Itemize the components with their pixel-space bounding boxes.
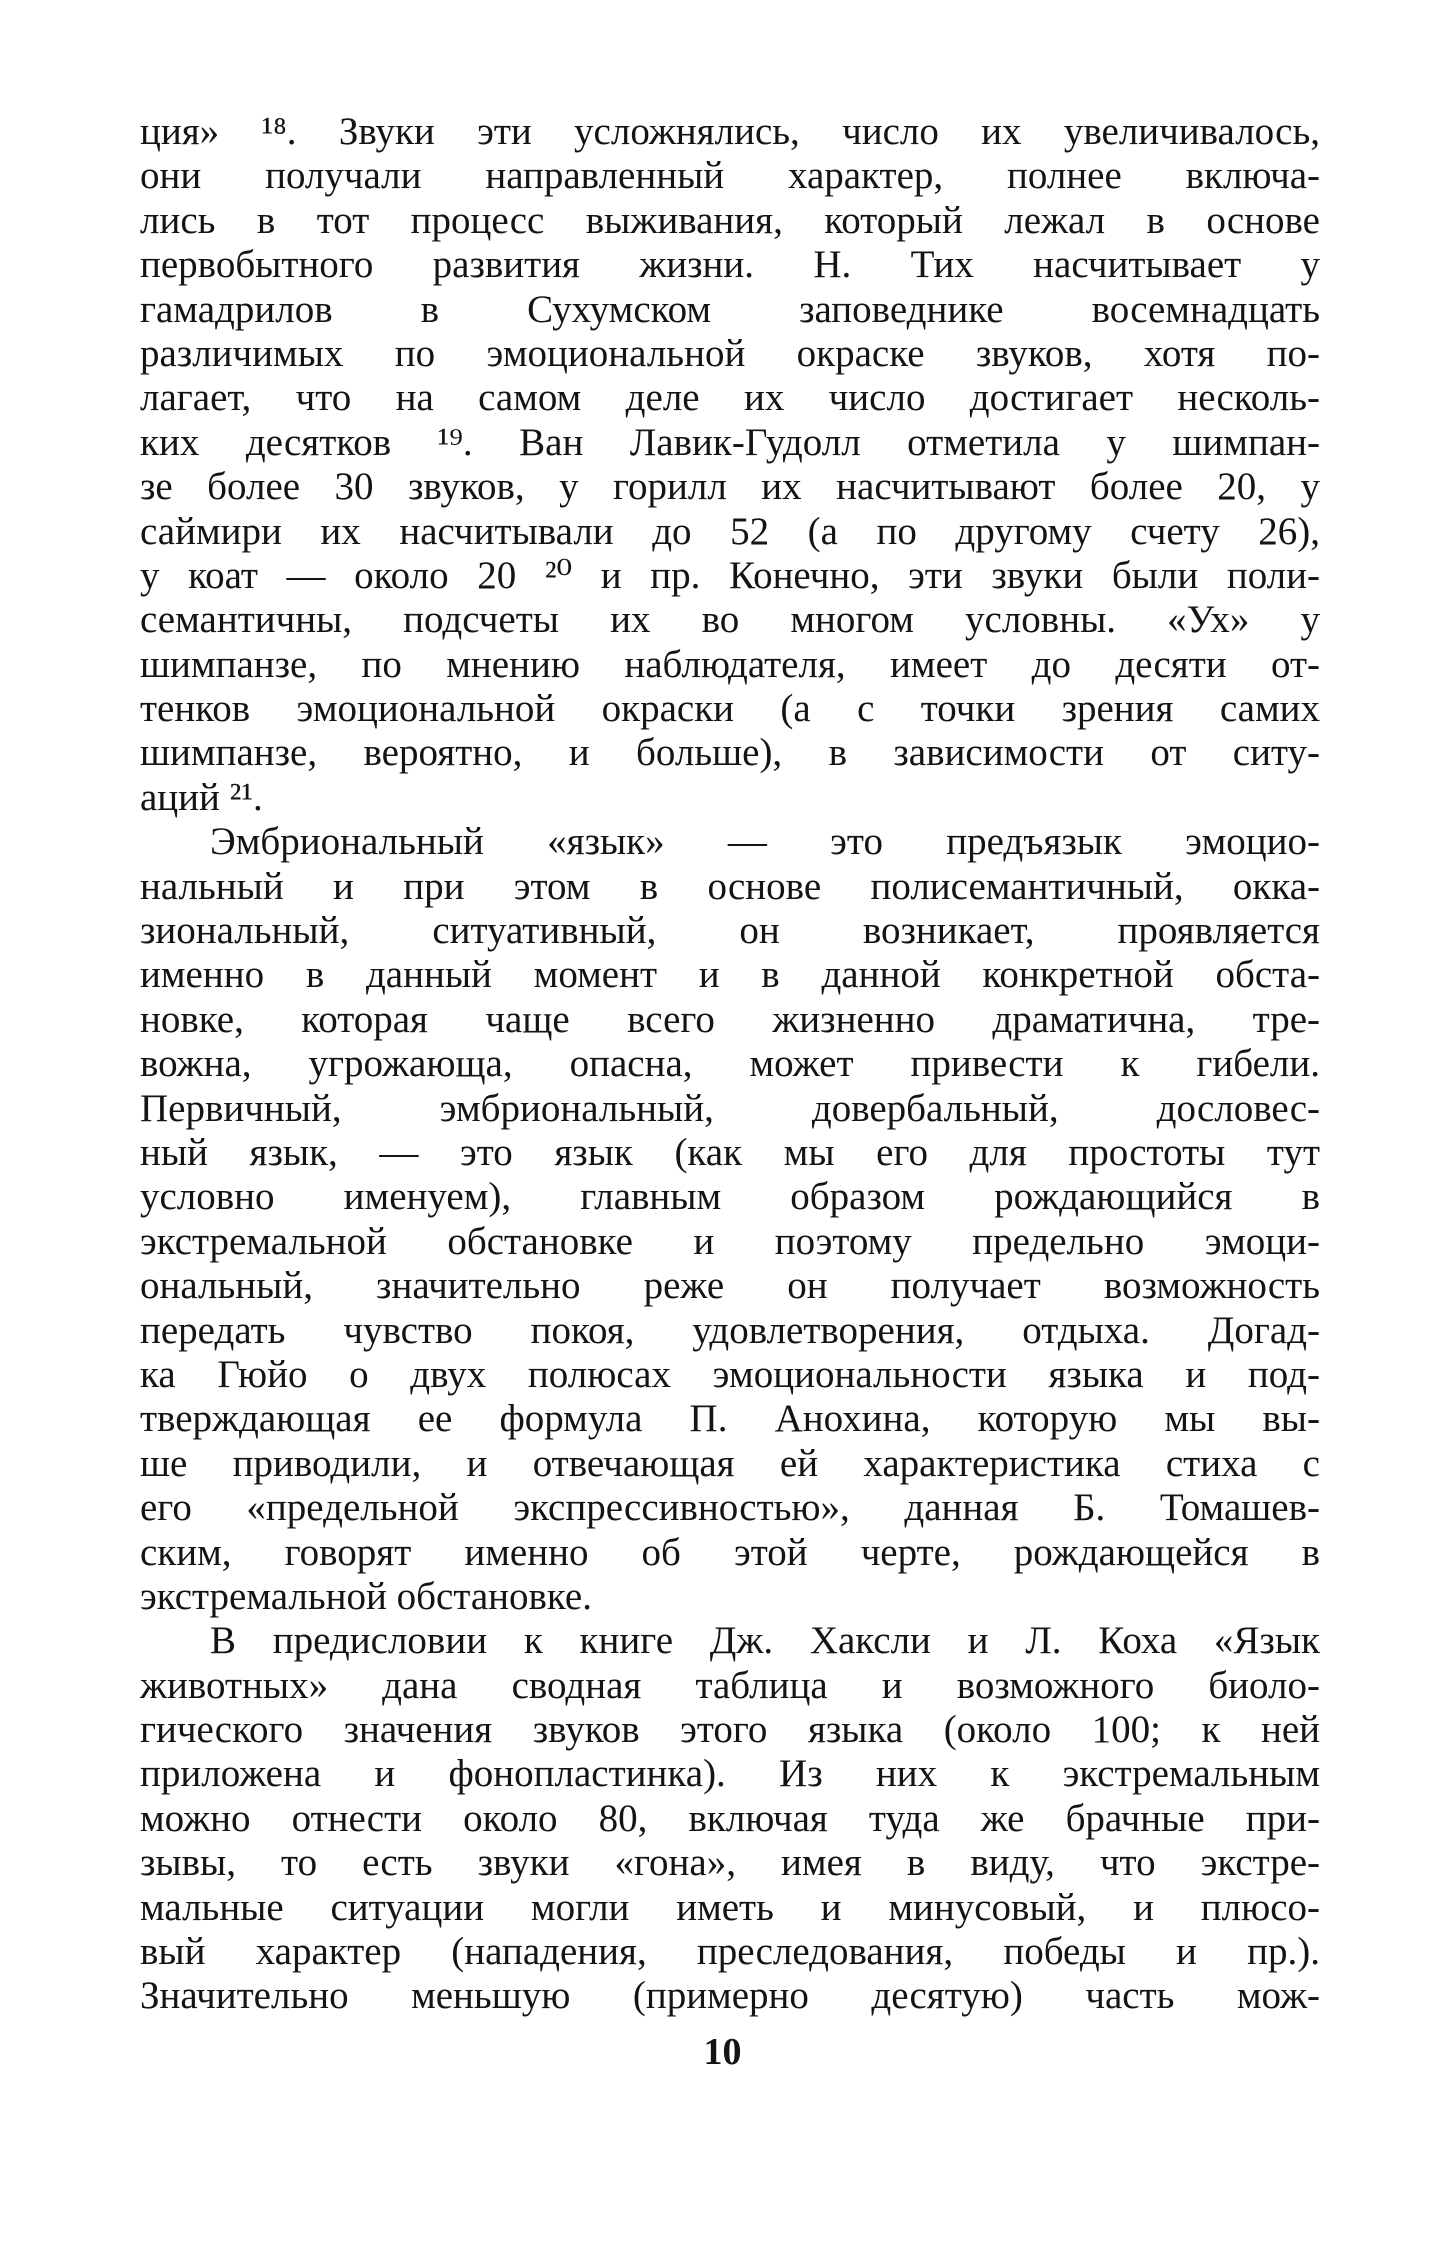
text-line: зиональный, ситуативный, он возникает, проявляется xyxy=(140,909,1320,953)
text-line: зе более 30 звуков, у горилл их насчитывают более 20, у xyxy=(140,465,1320,509)
text-line: именно в данный момент и в данной конкретной обста- xyxy=(140,953,1320,997)
text-line: первобытного развития жизни. Н. Тих насчитывает у xyxy=(140,243,1320,287)
text-line: можно отнести около 80, включая туда же брачные при- xyxy=(140,1796,1320,1840)
text-line: они получали направленный характер, полнее включа- xyxy=(140,154,1320,198)
text-line: вый характер (нападения, преследования, победы и пр.). xyxy=(140,1930,1320,1974)
text-line: нальный и при этом в основе полисемантичный, окка- xyxy=(140,864,1320,908)
text-line: ше приводили, и отвечающая ей характеристика стиха с xyxy=(140,1441,1320,1485)
text-line: различимых по эмоциональной окраске звуков, хотя по- xyxy=(140,331,1320,375)
text-line: гамадрилов в Сухумском заповеднике восемнадцать xyxy=(140,287,1320,331)
text-line: приложена и фонопластинка). Из них к экстремальным xyxy=(140,1752,1320,1796)
text-line: мальные ситуации могли иметь и минусовый, и плюсо- xyxy=(140,1885,1320,1929)
text-line: лагает, что на самом деле их число достигает несколь- xyxy=(140,376,1320,420)
text-line: тенков эмоциональной окраски (а с точки зрения самих xyxy=(140,687,1320,731)
text-line: Первичный, эмбриональный, довербальный, дословес- xyxy=(140,1086,1320,1130)
paragraph-3 xyxy=(140,1619,1320,2019)
text-line: передать чувство покоя, удовлетворения, отдыха. Догад- xyxy=(140,1308,1320,1352)
text-line: экстремальной обстановке. xyxy=(140,1574,592,1618)
text-line: экстремальной обстановке и поэтому предельно эмоци- xyxy=(140,1219,1320,1263)
text-line: аций ²¹. xyxy=(140,775,263,819)
text-line: ция» ¹⁸. Звуки эти усложнялись, число их увеличивалось, xyxy=(140,110,1320,153)
text-line: лись в тот процесс выживания, который лежал в основе xyxy=(140,198,1320,242)
paragraph-1 xyxy=(140,110,1320,820)
text-line: ка Гюйо о двух полюсах эмоциональности языка и под- xyxy=(140,1352,1320,1396)
text-line: Значительно меньшую (примерно десятую) часть мож- xyxy=(140,1974,1320,2018)
text-line: тверждающая ее формула П. Анохина, которую мы вы- xyxy=(140,1397,1320,1441)
text-line: ональный, значительно реже он получает возможность xyxy=(140,1264,1320,1308)
text-line: ный язык, — это язык (как мы его для простоты тут xyxy=(140,1130,1320,1174)
text-line: у коат — около 20 ²⁰ и пр. Конечно, эти звуки были поли- xyxy=(140,553,1320,597)
text-line: ких десятков ¹⁹. Ван Лавик-Гудолл отметила у шимпан- xyxy=(140,420,1320,464)
page-number: 10 xyxy=(703,2031,742,2073)
text-line: зывы, то есть звуки «гона», имея в виду, что экстре- xyxy=(140,1841,1320,1885)
text-line: ским, говорят именно об этой черте, рождающейся в xyxy=(140,1530,1320,1574)
text-line: условно именуем), главным образом рождающийся в xyxy=(140,1175,1320,1219)
text-line: Эмбриональный «язык» — это предъязык эмоцио- xyxy=(210,820,1320,864)
text-line: его «предельной экспрессивностью», данная Б. Томашев- xyxy=(140,1486,1320,1530)
paragraph-2 xyxy=(140,820,1320,1619)
text-line: шимпанзе, вероятно, и больше), в зависимости от ситу- xyxy=(140,731,1320,775)
text-line: саймири их насчитывали до 52 (а по другому счету 26), xyxy=(140,509,1320,553)
text-line: В предисловии к книге Дж. Хаксли и Л. Коха «Язык xyxy=(210,1619,1320,1663)
text-line: семантичны, подсчеты их во многом условны. «Ух» у xyxy=(140,598,1320,642)
page-body xyxy=(140,110,1320,2019)
text-line: шимпанзе, по мнению наблюдателя, имеет до десяти от- xyxy=(140,642,1320,686)
text-line: вожна, угрожающа, опасна, может привести к гибели. xyxy=(140,1042,1320,1086)
text-line: новке, которая чаще всего жизненно драматична, тре- xyxy=(140,997,1320,1041)
text-line: гического значения звуков этого языка (около 100; к ней xyxy=(140,1708,1320,1752)
text-line: животных» дана сводная таблица и возможного биоло- xyxy=(140,1663,1320,1707)
